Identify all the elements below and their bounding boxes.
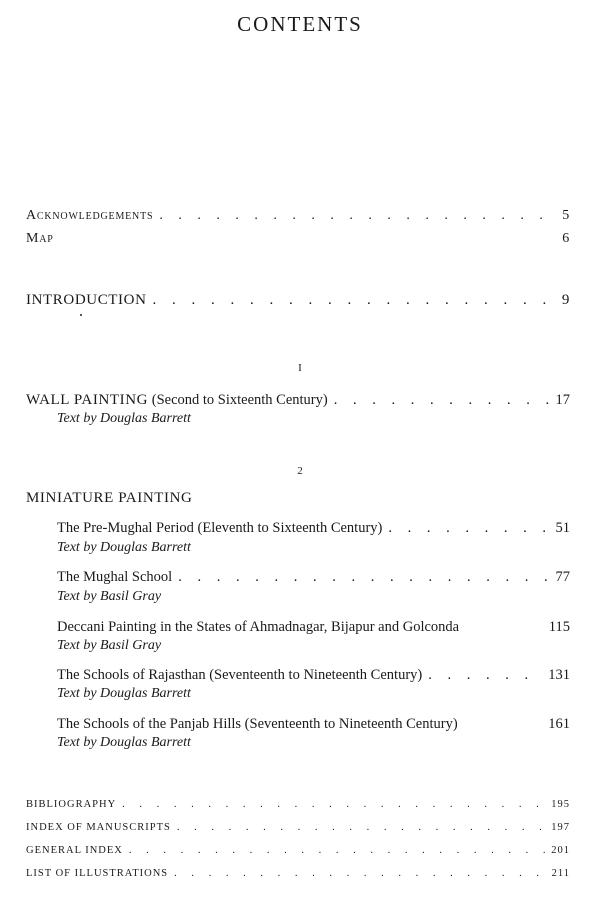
toc-entry-heading: WALL PAINTING	[26, 392, 149, 408]
toc-entry-page: 51	[555, 520, 570, 536]
toc-entry-mughal-school[interactable]	[57, 569, 570, 586]
toc-entry-page: 201	[551, 845, 570, 856]
leader-dots	[129, 845, 545, 856]
toc-entry-page: 197	[551, 822, 570, 833]
toc-entry-list-of-illustrations[interactable]	[26, 868, 570, 879]
leader-dots	[334, 392, 550, 409]
toc-entry-introduction[interactable]	[26, 292, 570, 309]
print-speck	[80, 314, 82, 316]
toc-entry-page: 77	[555, 569, 570, 585]
toc-entry-label	[26, 392, 328, 409]
part-number-1: I	[298, 362, 302, 374]
toc-entry-label: LIST OF ILLUSTRATIONS	[26, 868, 169, 879]
leader-dots	[388, 520, 549, 537]
toc-entry-index-of-manuscripts[interactable]	[26, 822, 570, 833]
leader-dots	[428, 667, 542, 684]
toc-entry-rajasthan[interactable]	[57, 667, 570, 684]
toc-entry-label: The Schools of Rajasthan (Seventeenth to Nineteenth Century)	[57, 667, 423, 683]
toc-entry-general-index[interactable]	[26, 845, 570, 856]
toc-entry-label: Acknowledgements	[26, 208, 154, 223]
toc-entry-map[interactable]	[26, 231, 570, 247]
leader-dots	[178, 569, 549, 586]
toc-entry-label: INDEX OF MANUSCRIPTS	[26, 822, 171, 833]
toc-entry-pre-mughal[interactable]	[57, 520, 570, 537]
leader-dots	[174, 868, 545, 879]
toc-entry-author: Text by Basil Gray	[57, 589, 162, 604]
leader-dots	[122, 799, 545, 810]
toc-entry-page: 17	[555, 392, 570, 408]
toc-entry-page: 211	[551, 868, 570, 879]
leader-dots	[159, 208, 556, 224]
toc-entry-page: 6	[562, 231, 570, 246]
section-heading-label: MINIATURE PAINTING	[26, 490, 193, 506]
toc-entry-author: Text by Douglas Barrett	[57, 735, 191, 750]
page-title: CONTENTS	[237, 12, 363, 36]
section-heading-miniature-painting	[26, 490, 193, 507]
toc-entry-bibliography[interactable]	[26, 799, 570, 810]
toc-entry-label: The Mughal School	[57, 569, 173, 585]
leader-dots	[153, 292, 556, 309]
toc-entry-wall-painting[interactable]	[26, 392, 570, 409]
toc-entry-page: 5	[562, 208, 570, 223]
toc-entry-page: 9	[561, 292, 570, 308]
toc-entry-deccani[interactable]	[57, 619, 570, 636]
toc-entry-author: Text by Douglas Barrett	[57, 686, 191, 701]
toc-entry-label: Map	[26, 231, 54, 246]
toc-entry-page: 161	[548, 716, 570, 732]
leader-dots	[177, 822, 545, 833]
toc-entry-subtitle: (Second to Sixteenth Century)	[151, 392, 328, 408]
toc-entry-label: Deccani Painting in the States of Ahmadnagar, Bijapur and Golconda	[57, 619, 460, 635]
toc-entry-label: INTRODUCTION	[26, 292, 147, 308]
toc-entry-panjab-hills[interactable]	[57, 716, 570, 733]
toc-entry-page: 131	[548, 667, 570, 683]
toc-entry-author: Text by Douglas Barrett	[57, 540, 191, 555]
toc-entry-page: 195	[551, 799, 570, 810]
toc-entry-label: BIBLIOGRAPHY	[26, 799, 117, 810]
toc-entry-author: Text by Basil Gray	[57, 638, 162, 653]
toc-entry-acknowledgements[interactable]	[26, 208, 570, 224]
toc-entry-label: The Pre-Mughal Period (Eleventh to Sixteenth Century)	[57, 520, 383, 536]
toc-entry-label: The Schools of the Panjab Hills (Seventeenth to Nineteenth Century)	[57, 716, 458, 732]
toc-entry-page: 115	[548, 619, 570, 635]
part-number-2: 2	[297, 465, 303, 477]
toc-entry-author: Text by Douglas Barrett	[57, 411, 191, 426]
toc-entry-label: GENERAL INDEX	[26, 845, 123, 856]
